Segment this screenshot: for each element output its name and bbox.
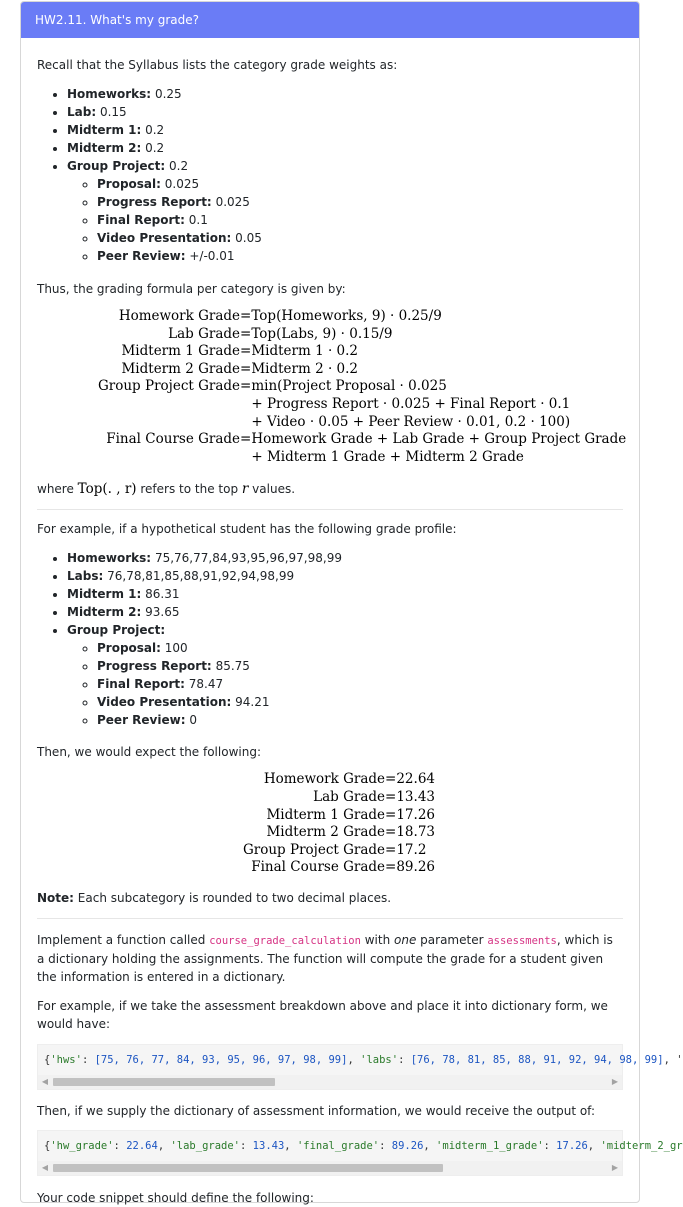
list-item: ◦ Final Report: 78.47: [97, 675, 623, 693]
grading-formula: [98, 308, 626, 466]
divider: [37, 509, 623, 510]
scroll-thumb[interactable]: [53, 1164, 443, 1172]
scroll-thumb[interactable]: [53, 1078, 275, 1086]
horizontal-scrollbar[interactable]: [38, 1075, 622, 1089]
list-item: ◦ Video Presentation: 94.21: [97, 693, 623, 711]
formula-row: Homework Grade = Top(Homeworks, 9) · 0.25/9: [118, 308, 442, 324]
dict-intro: For example, if we take the assessment breakdown above and place it into dictionary form, we would have:: [37, 998, 608, 1031]
formula-row: Final Course Grade = Homework Grade + Lab Grade + Group Project Grade: [106, 431, 627, 448]
list-item: ◦ Proposal: 0.025: [97, 175, 623, 193]
list-item: • Group Project: ◦ Proposal: 100 ◦ Progress Report: 85.75 ◦ Final Report: 78.47 ◦ Video Presentation: 94.21 ◦ Peer Review: 0: [67, 621, 623, 729]
question-card: [20, 1, 683, 1205]
formula-intro: Thus, the grading formula per category is given by:: [37, 282, 346, 296]
list-item: ◦ Progress Report: 0.025: [97, 193, 623, 211]
divider: [37, 918, 623, 919]
formula-row: Midterm 1 Grade = Midterm 1 · 0.2: [121, 343, 359, 360]
list-item: • Midterm 2: 0.2: [67, 139, 623, 157]
dictionary-code-block[interactable]: [37, 1044, 683, 1090]
formula-row: + Progress Report · 0.025 + Final Report · 0.1: [251, 395, 571, 412]
expect-intro: Then, we would expect the following:: [37, 745, 261, 760]
group-project-scores: [67, 639, 623, 729]
function-name: course_grade_calculation: [209, 934, 361, 947]
list-item: • Group Project: 0.2 ◦ Proposal: 0.025 ◦ Progress Report: 0.025 ◦ Final Report: 0.1 ◦ Video Presentation: 0.05 ◦ Peer Review: +/-0.01: [67, 157, 623, 265]
closing-text: Your code snippet should define the following:: [37, 1190, 314, 1205]
list-item: • Lab: 0.15: [67, 103, 623, 121]
scroll-right-icon[interactable]: ▶: [611, 1076, 619, 1086]
question-body: [21, 56, 683, 1207]
code-line: {'hw_grade': 22.64, 'lab_grade': 13.43, 'final_grade': 89.26, 'midterm_1_grade': 17.26, 'midterm_2_gr: [44, 1139, 683, 1152]
formula-row: Lab Grade = Top(Labs, 9) · 0.15/9: [168, 325, 393, 342]
list-item: ◦ Proposal: 100: [97, 639, 623, 657]
list-item: ◦ Peer Review: +/-0.01: [97, 247, 623, 265]
rounding-note: Note: Each subcategory is rounded to two decimal places.: [37, 890, 392, 905]
output-intro: Then, if we supply the dictionary of assessment information, we would receive the output of:: [37, 1103, 596, 1118]
where-text: where Top(. , r) refers to the top r values.: [37, 481, 296, 498]
list-item: • Midterm 2: 93.65: [67, 603, 623, 621]
list-item: • Midterm 1: 86.31: [67, 585, 623, 603]
grade-profile-list: [37, 549, 623, 729]
scroll-right-icon[interactable]: ▶: [611, 1162, 619, 1172]
formula-row: + Midterm 1 Grade + Midterm 2 Grade: [251, 448, 524, 465]
result-row: Midterm 2 Grade = 18.73: [266, 824, 435, 841]
formula-row: Group Project Grade = min(Project Proposal · 0.025: [98, 378, 447, 395]
implement-text: Implement a function called course_grade_calculation with one parameter assessments, which is a dictionary holding the assignments. The function will compute the grade for a student given the information is entered in a dictionary.: [37, 932, 613, 984]
code-line: {'hws': [75, 76, 77, 84, 93, 95, 96, 97, 98, 99], 'labs': [76, 78, 81, 85, 88, 91, 92, 94, 98, 99], ': [44, 1053, 683, 1066]
example-intro: For example, if a hypothetical student has the following grade profile:: [37, 522, 457, 537]
list-item: ◦ Final Report: 0.1: [97, 211, 623, 229]
expected-results: [243, 771, 435, 877]
list-item: ◦ Peer Review: 0: [97, 711, 623, 729]
scroll-left-icon[interactable]: ◀: [41, 1076, 49, 1086]
question-title: HW2.11. What's my grade?: [21, 2, 639, 38]
horizontal-scrollbar[interactable]: [38, 1161, 622, 1175]
list-item: • Homeworks: 75,76,77,84,93,95,96,97,98,99: [67, 549, 623, 567]
scroll-left-icon[interactable]: ◀: [41, 1162, 49, 1172]
group-project-weights: [67, 175, 623, 265]
weights-list: [37, 85, 623, 265]
formula-row: + Video · 0.05 + Peer Review · 0.01, 0.2 · 100): [251, 413, 571, 430]
list-item: ◦ Video Presentation: 0.05: [97, 229, 623, 247]
output-code-block[interactable]: [37, 1130, 683, 1176]
list-item: • Homeworks: 0.25: [67, 85, 623, 103]
list-item: • Labs: 76,78,81,85,88,91,92,94,98,99: [67, 567, 623, 585]
result-row: Homework Grade = 22.64: [263, 771, 435, 788]
result-row: Midterm 1 Grade = 17.26: [266, 806, 435, 823]
result-row: Group Project Grade = 17.2: [243, 841, 427, 858]
parameter-name: assessments: [487, 934, 557, 947]
formula-row: Midterm 2 Grade = Midterm 2 · 0.2: [121, 360, 359, 377]
list-item: ◦ Progress Report: 85.75: [97, 657, 623, 675]
result-row: Lab Grade = 13.43: [313, 788, 435, 805]
list-item: • Midterm 1: 0.2: [67, 121, 623, 139]
intro-text: Recall that the Syllabus lists the category grade weights as:: [37, 58, 398, 72]
result-row: Final Course Grade = 89.26: [251, 859, 435, 876]
